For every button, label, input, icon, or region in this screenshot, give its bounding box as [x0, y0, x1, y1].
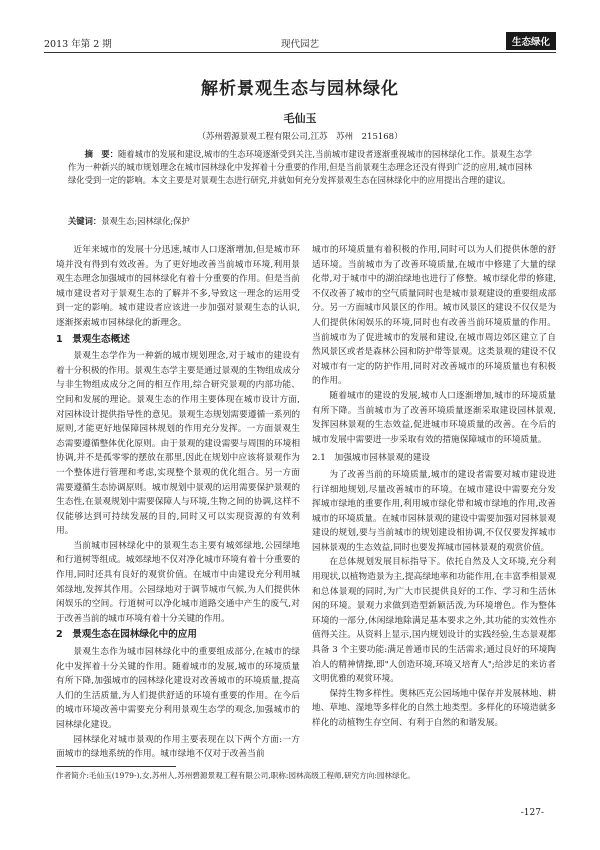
left-column [56, 243, 300, 762]
body-paragraph: 在总体规划发展目标指导下。依托自然及人文环境,充分利用现状,以植物造景为主,提高绿地率和功能作用,在丰富季相景观和总体景观的同时,为广大市民提供良好的工作、学习和生活休闲的环境。景观力求做到造型新颖活泼,为环境增色。作为整体环境的一部分,休闲绿地除满足基本要求之外,其功能的实效性亦值得关注。从资料上显示,国内规划设计的实践经验,生态景观都具备 3 个主要功能:满足普通市民的生活需求;通过良好的环境陶冶人的精神情操,即"人创造环境,环境又培育人";给涉足的来访者文明优雅的观赏环境。 [312, 557, 556, 685]
article-title: 解析景观生态与园林绿化 [201, 79, 399, 99]
keywords-text: 景观生态;园林绿化;保护 [101, 216, 190, 226]
author-footnote: 作者简介:毛仙玉(1979-),女,苏州人,苏州碧源景观工程有限公司,职称:园林高级工程师,研究方向:园林绿化。 [56, 771, 415, 780]
abstract-text: 随着城市的发展和建设,城市的生态环境逐渐受到关注,当前城市建设者逐渐重视城市的园林绿化工作。景观生态学作为一种新兴的城市规划理念在城市园林绿化中发挥着十分重要的作用,但是当前景观生态理念还没有得到广泛的应用,城市园林绿化受到一定的影响。本文主要是对景观生态进行研究,并就如何充分发挥景观生态在园林绿化中的应用提出合理的建议。 [68, 149, 532, 186]
author-affiliation: （苏州碧源景观工程有限公司,江苏 苏州 215168） [197, 132, 403, 142]
body-paragraph: 城市的环境质量有着积极的作用,同时可以为人们提供休憩的舒适环境。当前城市为了改善环境质量,在城市中修建了大量的绿化带,对于城市中的湖泊绿地也进行了修整。城市绿化带的修建,不仅改善了城市的空气质量同时也是城市景观建设的重要组成部分。另一方面城市风景区的作用。城市风景区的建设不仅仅是为人们提供休闲娱乐的环境,同时也有改善当前环境质量的作用。当前城市为了促进城市的发展和建设,在城市周边郊区建立了自然风景区或者是森林公园和防护带等景观。这类景观的建设不仅对城市有一定的防护作用,同时对改善城市的环境质量也有积极的作用。 [312, 245, 556, 387]
body-paragraph: 保持生物多样性。奥林匹克公园场地中保存并发展林地、耕地、草地、湿地等多样化的自然土地类型。多样化的环境造就多样化的动植物生存空间、有利于自然的和谐发展。 [312, 688, 556, 728]
section-heading-2: 2 景观生态在园林绿化中的应用 [56, 629, 197, 641]
body-paragraph: 为了改善当前的环境质量,城市的建设者需要对城市建设进行详细地规划,尽量改善城市的环境。在城市建设中需要充分发挥城市绿地的重要作用,利用城市绿化带和城市绿地的作用,改善城市的环境质量。在城市园林景观的建设中需要加强对园林景观建设的规划,要与当前城市的规划建设相协调,不仅仅要发挥城市园林景观的生态效益,同时也要发挥城市园林景观的观赏价值。 [312, 469, 556, 553]
intro-paragraph: 近年来城市的发展十分迅速,城市人口逐渐增加,但是城市环境并没有得到有效改善。为了更好地改善当前城市环境,利用景观生态理念加强城市的园林绿化有着十分重要的作用。但是当前城市建设者对于景观生态的了解并不多,导致这一理念的运用受到一定的影响。城市建设者应该进一步加强对景观生态的认识,逐渐探索城市园林绿化的新理念。 [56, 245, 300, 328]
body-paragraph: 园林绿化对城市景观的作用主要表现在以下两个方面:一方面城市的绿地系统的作用。城市绿地不仅对于改善当前 [56, 734, 300, 760]
abstract [68, 148, 532, 188]
body-paragraph: 景观生态作为城市园林绿化中的重要组成部分,在城市的绿化中发挥着十分关键的作用。随着城市的发展,城市的环境质量有所下降,加强城市的园林绿化建设对改善城市的环境质量,提高人们的生活质量,为人们提供舒适的环境有重要的作用。在今后的城市环境改善中需要充分利用景观生态学的观念,加强城市的园林绿化建设。 [56, 647, 300, 730]
keywords-label: 关键词： [68, 216, 102, 226]
keywords [68, 215, 532, 227]
header-divider [44, 52, 556, 53]
body-paragraph: 景观生态学作为一种新的城市规划理念,对于城市的建设有着十分积极的作用。景观生态学主要是通过景观的生物组成成分与非生物组成成分之间的相互作用,综合研究景观的内部功能、空间和发展的理论。景观生态的作用主要体现在城市设计方面,对园林设计提供指导性的意见。景观生态规划需要遵循一系列的原则,才能更好地保障园林规划的作用充分发挥。一方面景观生态需要遵循整体优化原则。由于景观的建设需要与周围的环境相协调,并不是孤零零的摆放在那里,因此在规划中应该将景观作为一个整体进行管理和考虑,实现整个景观的优化组合。另一方面需要遵循生态协调原则。城市规划中景观的运用需要保护景观的生态性,在景观规划中需要保障人与环境,生物之间的协调,这样不仅能够达到可持续发展的目的,同时又可以实现资源的有效利用。 [56, 351, 300, 537]
section-heading-1: 1 景观生态概述 [56, 333, 130, 345]
section-badge: 生态绿化 [506, 32, 556, 50]
right-column [312, 243, 556, 731]
abstract-label: 摘 要： [84, 149, 118, 159]
issue-label: 2013 年第 2 期 [44, 39, 112, 50]
journal-name: 现代园艺 [280, 39, 319, 50]
body-paragraph: 当前城市园林绿化中的景观生态主要有城郊绿地,公园绿地和行道树等组成。城郊绿地不仅对净化城市环境有着十分重要的作用,同时还具有良好的观赏价值。在城市中由建设充分利用城郊绿地,发挥其作用。公园绿地对于调节城市气候,为人们提供休闲娱乐的空间。行道树可以净化城市道路交通中产生的废气,对于改善当前的城市环境有着十分关键的作用。 [56, 540, 300, 624]
body-paragraph: 随着城市的建设的发展,城市人口逐渐增加,城市的环境质量有所下降。当前城市为了改善环境质量逐渐采取建设园林景观,发挥园林景观的生态效益,促进城市环境质量的改善。在今后的城市发展中需要进一步采取有效的措施保障城市的环境质量。 [312, 390, 556, 445]
footnote-divider [56, 766, 176, 767]
author-name: 毛仙玉 [283, 112, 317, 125]
page-number: -127- [520, 808, 544, 818]
running-header [44, 30, 556, 52]
subsection-heading-2-1: 2.1 加强城市园林景观的建设 [312, 453, 431, 464]
